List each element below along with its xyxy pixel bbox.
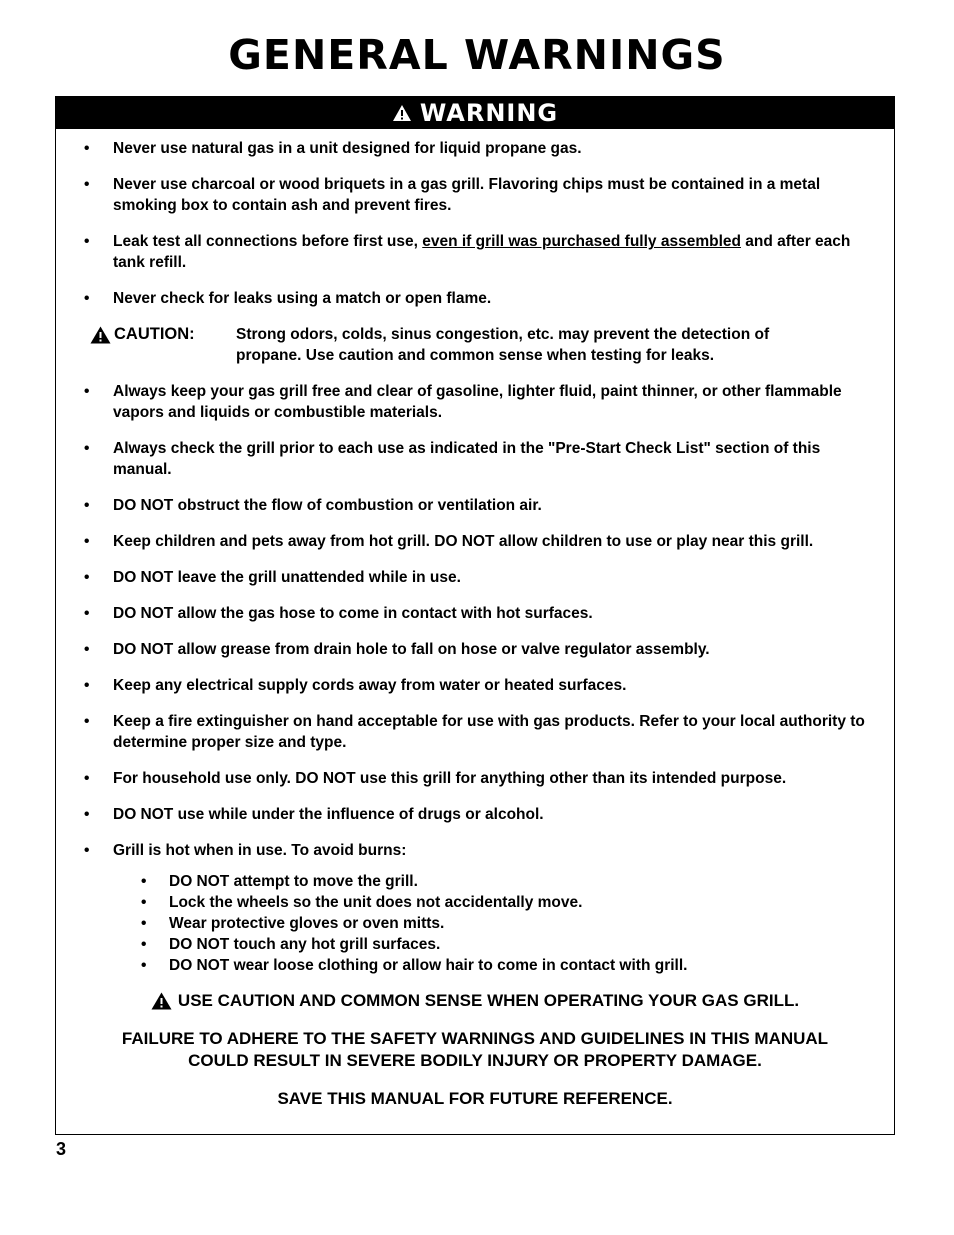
sub-list-item [141, 955, 894, 976]
list-item [56, 711, 894, 753]
sub-list-item [141, 892, 894, 913]
sub-list-item-text: DO NOT attempt to move the grill. [169, 873, 418, 890]
page-title: GENERAL WARNINGS [228, 31, 726, 79]
list-item-text: Never use charcoal or wood briquets in a gas grill. Flavoring chips must be contained in a metal smoking box to contain ash and prevent fires. [113, 176, 821, 214]
list-item-text-before: Leak test all connections before first use, [113, 233, 423, 250]
list-item-text: Always check the grill prior to each use as indicated in the "Pre-Start Check List" section of this manual. [113, 440, 821, 478]
list-item [56, 174, 894, 216]
list-item [56, 381, 894, 423]
bullet-dot: • [84, 605, 90, 622]
failure-notice [56, 1028, 894, 1072]
caution-label-text: CAUTION: [114, 325, 195, 343]
closing-caution [56, 990, 894, 1012]
warning-content [56, 129, 894, 1110]
list-item-text-after: and after each tank refill. [113, 233, 851, 271]
bullet-dot: • [84, 770, 90, 787]
bullet-dot: • [84, 569, 90, 586]
sub-list-item [141, 934, 894, 955]
list-item [56, 531, 894, 552]
bullet-dot: • [141, 873, 147, 890]
list-item [56, 603, 894, 624]
caution-label [90, 324, 236, 366]
sub-list-item-text: DO NOT touch any hot grill surfaces. [169, 936, 441, 953]
sub-list-item [141, 871, 894, 892]
page-number: 3 [56, 1139, 67, 1159]
list-item-text: For household use only. DO NOT use this grill for anything other than its intended purpose. [113, 770, 787, 787]
list-item [56, 231, 894, 273]
list-item-text: DO NOT allow grease from drain hole to fall on hose or valve regulator assembly. [113, 641, 710, 658]
list-item-text: Never use natural gas in a unit designed for liquid propane gas. [113, 140, 582, 157]
sub-list-item-text: DO NOT wear loose clothing or allow hair to come in contact with grill. [169, 957, 688, 974]
list-item [56, 768, 894, 789]
list-item [56, 438, 894, 480]
bullet-dot: • [84, 713, 90, 730]
list-item-text: DO NOT use while under the influence of drugs or alcohol. [113, 806, 544, 823]
bullet-dot: • [84, 806, 90, 823]
bullet-dot: • [84, 176, 90, 193]
warning-box [55, 96, 895, 1135]
bullet-dot: • [84, 383, 90, 400]
bullet-dot: • [84, 497, 90, 514]
sub-list-item [141, 913, 894, 934]
bullet-dot: • [84, 140, 90, 157]
bullet-dot: • [141, 936, 147, 953]
warning-header-label: WARNING [419, 99, 559, 127]
warning-triangle-icon [151, 992, 172, 1010]
bullet-dot: • [84, 440, 90, 457]
list-item [56, 675, 894, 696]
failure-notice-line: FAILURE TO ADHERE TO THE SAFETY WARNINGS AND GUIDELINES IN THIS MANUAL [121, 1029, 829, 1048]
list-item-text: Grill is hot when in use. To avoid burns: [113, 842, 407, 859]
bullet-dot: • [84, 641, 90, 658]
sub-list-item-text: Wear protective gloves or oven mitts. [169, 915, 445, 932]
bullet-dot: • [141, 894, 147, 911]
list-item-text: Keep any electrical supply cords away from water or heated surfaces. [113, 677, 627, 694]
warning-triangle-icon [90, 326, 111, 344]
list-item-text: DO NOT obstruct the flow of combustion or ventilation air. [113, 497, 542, 514]
warning-triangle-icon [392, 104, 412, 122]
list-item [56, 840, 894, 861]
failure-notice-line: COULD RESULT IN SEVERE BODILY INJURY OR PROPERTY DAMAGE. [188, 1051, 762, 1070]
list-item-text: DO NOT leave the grill unattended while in use. [113, 569, 461, 586]
burn-precautions-list [56, 871, 894, 976]
list-item [56, 639, 894, 660]
bullet-dot: • [84, 233, 90, 250]
list-item [56, 495, 894, 516]
list-item-text: Always keep your gas grill free and clear of gasoline, lighter fluid, paint thinner, or other flammable vapors and liquids or combustible materials. [113, 383, 842, 421]
list-item [56, 567, 894, 588]
bullet-dot: • [84, 677, 90, 694]
closing-caution-text: USE CAUTION AND COMMON SENSE WHEN OPERATING YOUR GAS GRILL. [177, 991, 800, 1010]
bullet-dot: • [141, 957, 147, 974]
bullet-dot: • [84, 290, 90, 307]
save-manual-notice: SAVE THIS MANUAL FOR FUTURE REFERENCE. [277, 1089, 673, 1108]
list-item-text: DO NOT allow the gas hose to come in contact with hot surfaces. [113, 605, 593, 622]
caution-block [56, 324, 894, 366]
bullet-dot: • [141, 915, 147, 932]
list-item [56, 138, 894, 159]
bullet-dot: • [84, 533, 90, 550]
list-item [56, 804, 894, 825]
caution-text: Strong odors, colds, sinus congestion, etc. may prevent the detection of propane. Use caution and common sense when testing for leaks. [236, 326, 770, 364]
sub-list-item-text: Lock the wheels so the unit does not accidentally move. [169, 894, 583, 911]
list-item-text: Keep a fire extinguisher on hand acceptable for use with gas products. Refer to your local authority to determine proper size and type. [113, 713, 865, 751]
list-item-text: Keep children and pets away from hot grill. DO NOT allow children to use or play near this grill. [113, 533, 814, 550]
list-item-text-underlined: even if grill was purchased fully assembled [422, 233, 741, 250]
warning-header [56, 97, 894, 129]
bullet-dot: • [84, 842, 90, 859]
list-item [56, 288, 894, 309]
list-item-text: Never check for leaks using a match or open flame. [113, 290, 492, 307]
